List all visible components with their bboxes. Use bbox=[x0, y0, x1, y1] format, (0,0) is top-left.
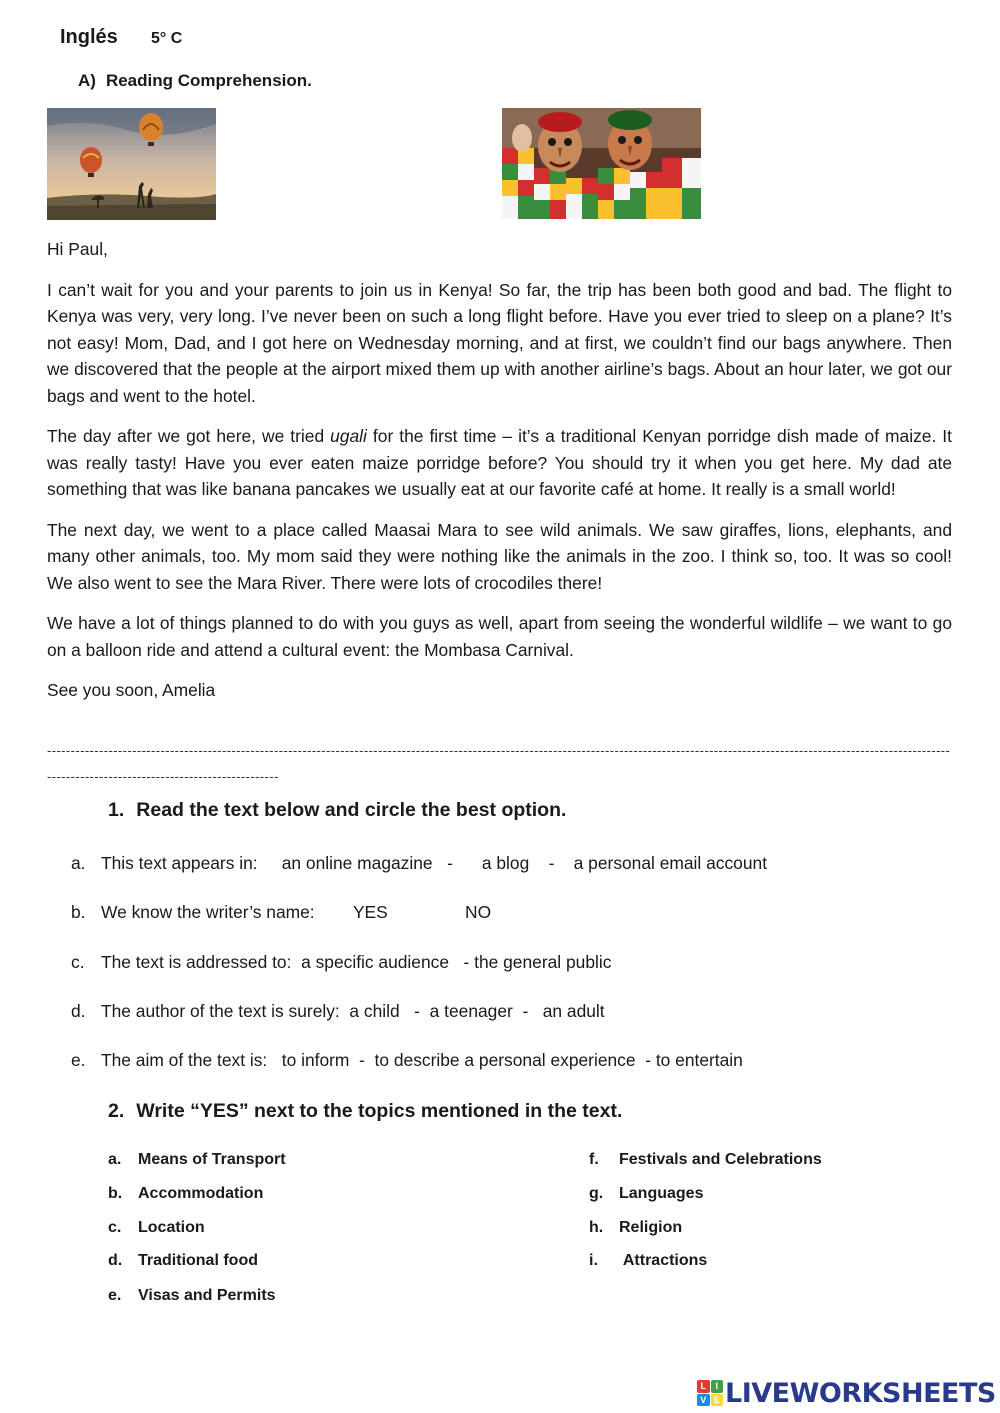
letter-paragraph-1: I can’t wait for you and your parents to join us in Kenya! So far, the trip has been both good and bad. The flight to Kenya was very, very long. I’ve never been on such a long flight before. Have you ever tried to sleep on a plane? It’s not easy! Mom, Dad, and I got here on Wednesday morning, and at first, we couldn’t find our bags anywhere. Then we discovered that the people at the airport mixed them up with another airline’s bags. About an hour later, we got our bags and went to the hotel. bbox=[47, 279, 952, 406]
paragraph-2-start: The day after we got here, we tried bbox=[47, 426, 331, 446]
balloons-savanna-image bbox=[47, 108, 216, 220]
letter-paragraph-3: The next day, we went to a place called Maasai Mara to see wild animals. We saw giraffes, lions, elephants, and many other animals, too. My mom said they were nothing like the animals in the zoo. I think so, too. It was so cool! We also went to see the Mara River. There were lots of crocodiles there! bbox=[47, 519, 952, 593]
section-marker: A) bbox=[78, 71, 96, 90]
item-marker: c. bbox=[71, 952, 85, 972]
question-2-number: 2. bbox=[108, 1100, 125, 1122]
brand-name: LIVEWORKSHEETS bbox=[725, 1377, 996, 1409]
topic-item-d[interactable] bbox=[108, 1252, 258, 1270]
question-1-heading bbox=[108, 799, 566, 822]
topic-marker: a. bbox=[108, 1151, 122, 1168]
paragraph-2-end: for the first time – it’s a traditional Kenyan porridge dish made of maize. It was really tasty! Have you ever eaten maize porridge before? You should try it when you get here. My dad ate something that was like banana pancakes we usually eat at our favorite café at home. It really is a small world! bbox=[47, 426, 952, 499]
topic-marker: h. bbox=[589, 1219, 604, 1236]
logo-tile: I bbox=[711, 1380, 724, 1393]
section-title: Reading Comprehension. bbox=[105, 71, 312, 90]
section-heading bbox=[78, 71, 312, 91]
question-1-item-a[interactable] bbox=[71, 853, 767, 874]
question-2-heading bbox=[108, 1100, 622, 1123]
item-text: The aim of the text is: to inform - to describe a personal experience - to entertain bbox=[101, 1050, 743, 1070]
topic-marker: i. bbox=[589, 1252, 598, 1269]
topic-item-e[interactable] bbox=[108, 1287, 276, 1305]
topic-label: Languages bbox=[619, 1185, 704, 1202]
topic-item-f[interactable] bbox=[589, 1151, 822, 1169]
topic-item-a[interactable] bbox=[108, 1151, 286, 1169]
topic-label: Means of Transport bbox=[138, 1151, 286, 1168]
topic-marker: d. bbox=[108, 1252, 123, 1269]
question-1-item-d[interactable] bbox=[71, 1001, 605, 1022]
letter-paragraph-4: We have a lot of things planned to do with you guys as well, apart from seeing the wonderful wildlife – we want to go on a balloon ride and attend a cultural event: the Mombasa Carnival. bbox=[47, 613, 952, 660]
question-1-item-b[interactable] bbox=[71, 902, 491, 923]
item-marker: e. bbox=[71, 1050, 86, 1070]
letter-paragraph-2 bbox=[47, 423, 952, 503]
logo-tile: V bbox=[697, 1394, 710, 1407]
liveworksheets-brand[interactable] bbox=[697, 1376, 996, 1410]
item-text: This text appears in: an online magazine - a blog - a personal email account bbox=[101, 853, 768, 873]
item-text: The text is addressed to: a specific audience - the general public bbox=[101, 952, 612, 972]
topic-label: Religion bbox=[619, 1219, 683, 1236]
topic-label: Accommodation bbox=[138, 1185, 264, 1202]
item-marker: d. bbox=[71, 1001, 86, 1021]
letter-greeting: Hi Paul, bbox=[47, 239, 108, 259]
question-1-item-e[interactable] bbox=[71, 1050, 743, 1071]
topic-label: Attractions bbox=[619, 1252, 708, 1269]
topic-label: Visas and Permits bbox=[138, 1287, 276, 1304]
question-2-title: Write “YES” next to the topics mentioned in the text. bbox=[136, 1100, 623, 1122]
item-marker: b. bbox=[71, 902, 86, 922]
subject-label: Inglés bbox=[60, 26, 118, 48]
topic-label: Festivals and Celebrations bbox=[619, 1151, 822, 1168]
topic-item-c[interactable] bbox=[108, 1219, 205, 1237]
carnival-masks-image bbox=[502, 108, 701, 219]
question-1-title: Read the text below and circle the best option. bbox=[136, 799, 567, 821]
topic-marker: g. bbox=[589, 1185, 604, 1202]
topic-item-h[interactable] bbox=[589, 1219, 682, 1237]
item-text: We know the writer’s name: YES NO bbox=[101, 902, 492, 922]
class-label: 5° C bbox=[151, 30, 183, 47]
logo-tile: E bbox=[711, 1394, 724, 1407]
separator-line: ------------------------------------------------------------------------------------------------------------------------------------------------------------------------------------------------------------------------------------------------ bbox=[47, 743, 951, 784]
topic-label: Location bbox=[138, 1219, 205, 1236]
ugali-term: ugali bbox=[330, 426, 367, 446]
topic-item-i[interactable] bbox=[589, 1252, 707, 1270]
topic-marker: b. bbox=[108, 1185, 123, 1202]
topic-marker: e. bbox=[108, 1287, 122, 1304]
topic-marker: f. bbox=[589, 1151, 599, 1168]
question-1-number: 1. bbox=[108, 799, 125, 821]
letter-body bbox=[47, 236, 952, 718]
logo-tile: L bbox=[697, 1380, 710, 1393]
item-text: The author of the text is surely: a child - a teenager - an adult bbox=[101, 1001, 605, 1021]
liveworksheets-logo-icon bbox=[697, 1380, 723, 1406]
letter-signoff: See you soon, Amelia bbox=[47, 680, 216, 700]
topic-item-b[interactable] bbox=[108, 1185, 263, 1203]
item-marker: a. bbox=[71, 853, 86, 873]
topic-marker: c. bbox=[108, 1219, 122, 1236]
question-1-item-c[interactable] bbox=[71, 952, 611, 973]
topic-label: Traditional food bbox=[138, 1252, 258, 1269]
topic-item-g[interactable] bbox=[589, 1185, 703, 1203]
